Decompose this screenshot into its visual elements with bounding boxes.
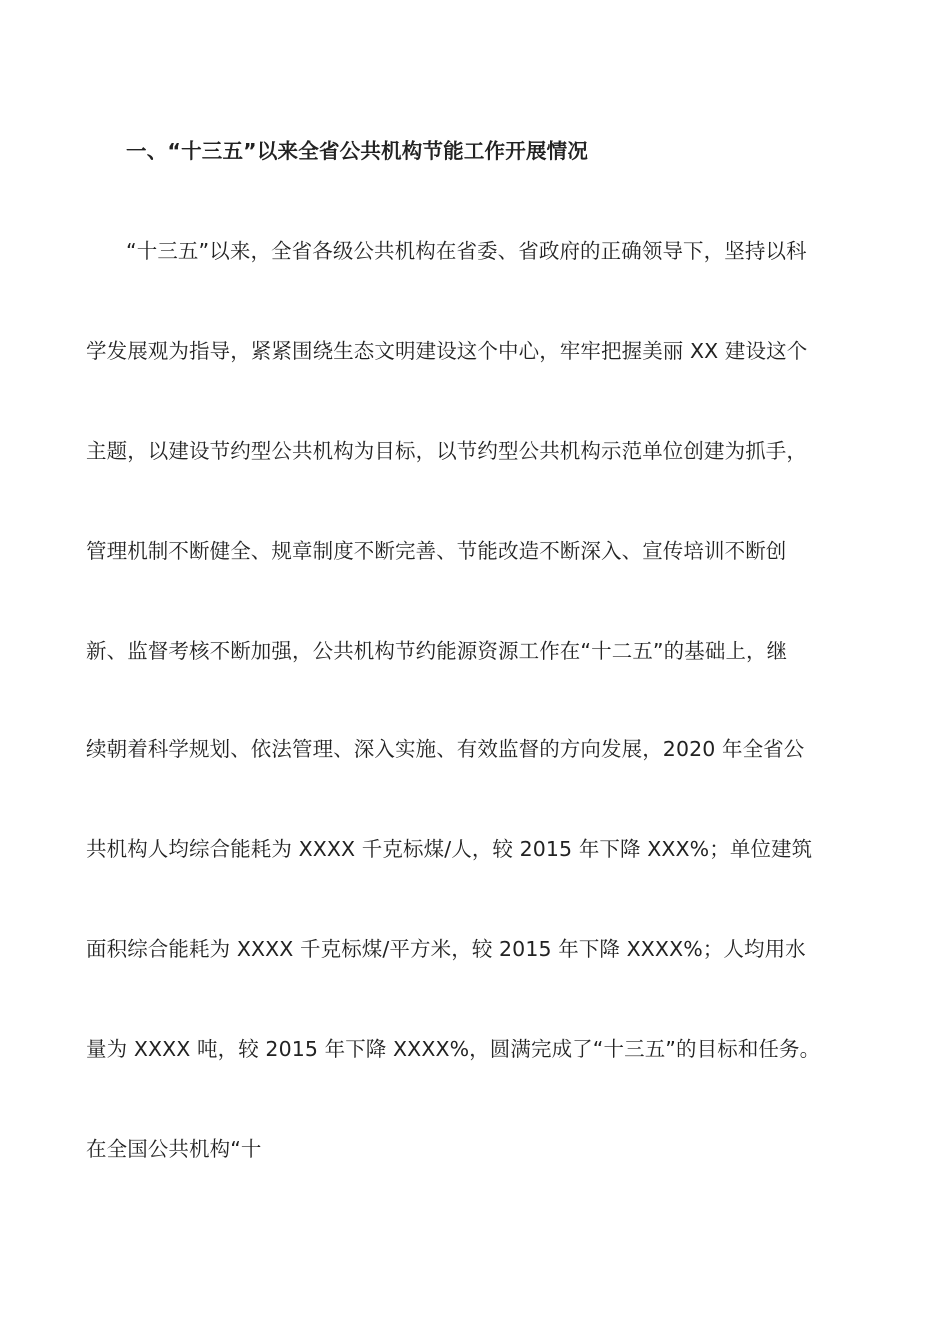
paragraph-line: 续朝着科学规划、依法管理、深入实施、有效监督的方向发展，2020 年全省公: [86, 737, 805, 761]
paragraph-line: 学发展观为指导，紧紧围绕生态文明建设这个中心，牢牢把握美丽 XX 建设这个: [86, 339, 808, 363]
paragraph-line: 面积综合能耗为 XXXX 千克标煤/平方米，较 2015 年下降 XXXX%；人均用水: [86, 937, 806, 961]
paragraph-line: 主题，以建设节约型公共机构为目标，以节约型公共机构示范单位创建为抓手，: [86, 439, 807, 463]
paragraph-line: “十三五”以来，全省各级公共机构在省委、省政府的正确领导下，坚持以科: [126, 239, 807, 263]
paragraph-line: 管理机制不断健全、规章制度不断完善、节能改造不断深入、宣传培训不断创: [86, 539, 787, 563]
paragraph-line: 共机构人均综合能耗为 XXXX 千克标煤/人，较 2015 年下降 XXX%；单位建筑: [86, 837, 813, 861]
section-heading: 一、“十三五”以来全省公共机构节能工作开展情况: [126, 139, 589, 163]
paragraph-line: 量为 XXXX 吨，较 2015 年下降 XXXX%，圆满完成了“十三五”的目标和任务。: [86, 1037, 821, 1061]
paragraph-line: 在全国公共机构“十: [86, 1137, 262, 1161]
paragraph-line: 新、监督考核不断加强，公共机构节约能源资源工作在“十二五”的基础上，继: [86, 639, 788, 663]
